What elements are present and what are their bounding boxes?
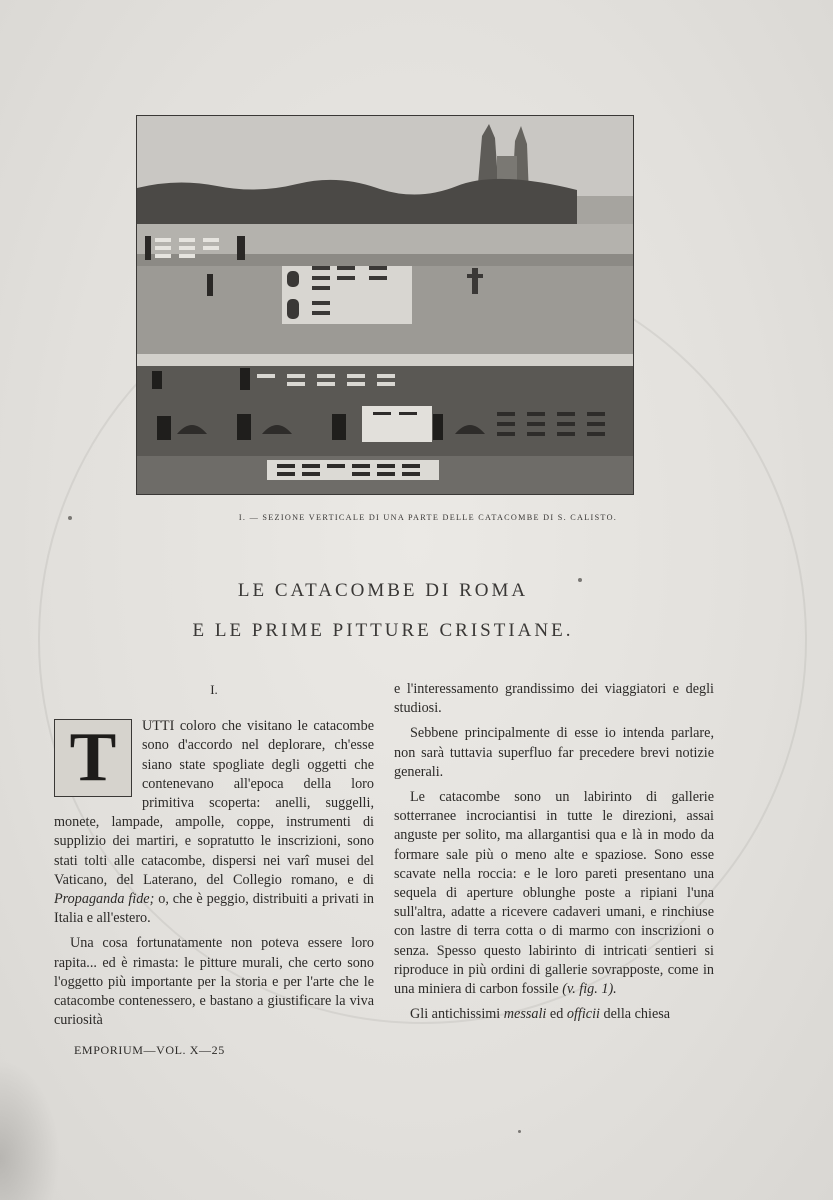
paragraph-text: della chiesa [599, 1006, 671, 1023]
paragraph-text: UTTI coloro che visitano le catacombe sono d'accordo nel deplorare, ch'esse siano state spogliate degli oggetti che contenevano all'epoca della loro primitiva scoperta: anelli, suggelli, monete, lampade, ampolle, coppe, instrumenti di supplizio dei martiri, e sopratutto le inscrizioni, sono stati tolti alle catacombe, dispersi nei varî musei del Vaticano, del Laterano, del Collegio romano, e di [54, 718, 374, 888]
ink-speck [578, 578, 582, 582]
paragraph-italic: Propaganda fide; [54, 891, 155, 908]
section-number: I. [210, 682, 218, 697]
page-smudge [0, 1060, 60, 1200]
running-footer: EMPORIUM—VOL. X—25 [74, 1043, 225, 1057]
article-title-line2: E LE PRIME PITTURE CRISTIANE. [192, 620, 574, 641]
paragraph-text: Gli antichissimi [410, 1006, 504, 1023]
catacomb-section-figure [136, 115, 634, 495]
paragraph [394, 1005, 714, 1024]
paragraph-text: ed [546, 1006, 567, 1023]
paragraph-text: o, che è peggio, distribuiti a privati in Italia e all'estero. [54, 891, 374, 927]
drop-cap-letter: T [69, 719, 117, 797]
figure-reference: (v. fig. 1). [562, 981, 617, 998]
text-column-right [394, 680, 714, 1024]
paragraph [394, 788, 714, 999]
paragraph-text: Le catacombe sono un labirinto di gallerie sotterranee incrociantisi in tutte le direzioni, assai anguste per solito, ma allargantisi qua e là in modo da formare sale più o meno alte e spaziose. Sono esse scavate nella roccia: e le loro pareti presentano una sequela di aperture oblunghe poste a ripiani l'una sull'altra, adatte a ricevere cadaveri umani, e rinchiuse con lastre di terra cotta o di marmo con inscrizioni o senza. Spesso questo labirinto di intricati sentieri si riproduce in più ordini di gallerie sovrapposte, come in una miniera di carbon fossile [394, 789, 714, 998]
article-title-line1: LE CATACOMBE DI ROMA [237, 580, 529, 601]
paragraph: Sebbene principalmente di esse io intenda parlare, non sarà tuttavia superfluo far precedere brevi notizie generali. [394, 725, 714, 780]
paragraph: e l'interessamento grandissimo dei viaggiatori e degli studiosi. [394, 681, 714, 717]
paragraph [54, 717, 374, 928]
figure-caption: I. — SEZIONE VERTICALE DI UNA PARTE DELLE CATACOMBE DI S. CALISTO. [238, 513, 618, 522]
drop-cap-ornament [54, 719, 132, 797]
ink-speck [68, 516, 72, 520]
text-column-left [54, 680, 374, 1030]
paragraph: Una cosa fortunatamente non poteva essere loro rapita... ed è rimasta: le pitture murali, che certo sono l'oggetto più importante per la storia e per l'arte che le catacombe contenessero, e bastano a giustificare la viva curiosità [54, 935, 374, 1029]
catacomb-section-illustration [137, 116, 633, 494]
paragraph-italic: officii [566, 1006, 600, 1023]
ink-speck [518, 1130, 521, 1133]
paragraph-italic: messali [503, 1006, 547, 1023]
